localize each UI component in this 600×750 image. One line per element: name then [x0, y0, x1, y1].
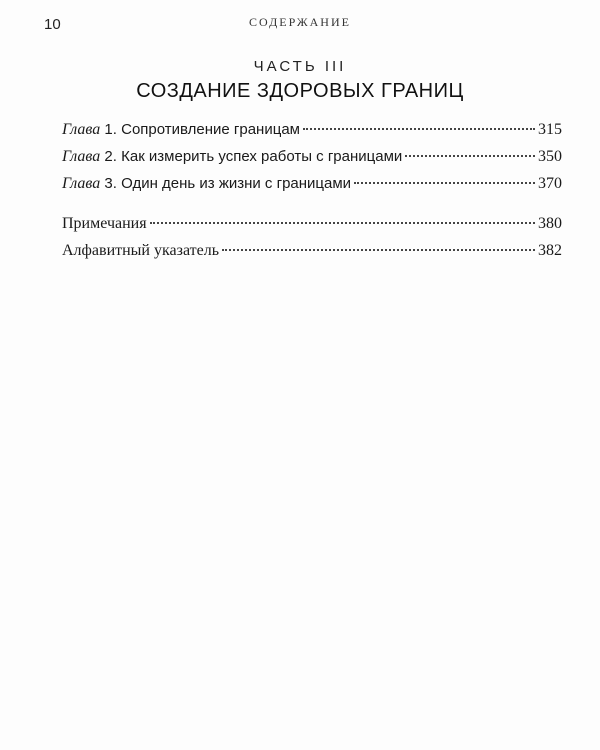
- part-label: ЧАСТЬ III: [253, 58, 347, 75]
- toc-index[interactable]: [62, 237, 562, 264]
- toc-chapter-1[interactable]: [62, 116, 562, 143]
- toc-entry-title: [62, 170, 351, 197]
- toc-entry-title: [62, 143, 402, 170]
- toc-chapter-2[interactable]: [62, 143, 562, 170]
- toc-chapter-prefix: Глава: [62, 175, 101, 192]
- toc-chapter-prefix: Глава: [62, 148, 101, 165]
- toc-page-number: 370: [538, 175, 562, 192]
- toc-page-number: 350: [538, 148, 562, 165]
- toc-spacer: [62, 197, 562, 210]
- dot-leader: [354, 182, 535, 184]
- toc-chapter-title: 3. Один день из жизни с границами: [100, 175, 352, 192]
- toc-notes[interactable]: [62, 210, 562, 237]
- toc-page-number: 315: [538, 121, 562, 138]
- dot-leader: [303, 128, 535, 130]
- toc-chapter-3[interactable]: [62, 170, 562, 197]
- toc-entry-title: [62, 116, 300, 143]
- toc-chapter-title: 1. Сопротивление границам: [100, 121, 300, 138]
- toc-page-number: 380: [538, 215, 562, 232]
- running-head: СОДЕРЖАНИЕ: [249, 15, 351, 29]
- dot-leader: [150, 222, 535, 224]
- dot-leader: [222, 249, 535, 251]
- toc-page-number: 382: [538, 242, 562, 259]
- part-title: СОЗДАНИЕ ЗДОРОВЫХ ГРАНИЦ: [136, 80, 464, 102]
- table-of-contents: [62, 116, 562, 264]
- dot-leader: [405, 155, 535, 157]
- toc-entry-title: Алфавитный указатель: [62, 242, 220, 259]
- toc-entry-title: Примечания: [62, 215, 147, 232]
- toc-chapter-prefix: Глава: [62, 121, 101, 138]
- toc-chapter-title: 2. Как измерить успех работы с границами: [100, 148, 403, 165]
- page-number: 10: [44, 16, 61, 33]
